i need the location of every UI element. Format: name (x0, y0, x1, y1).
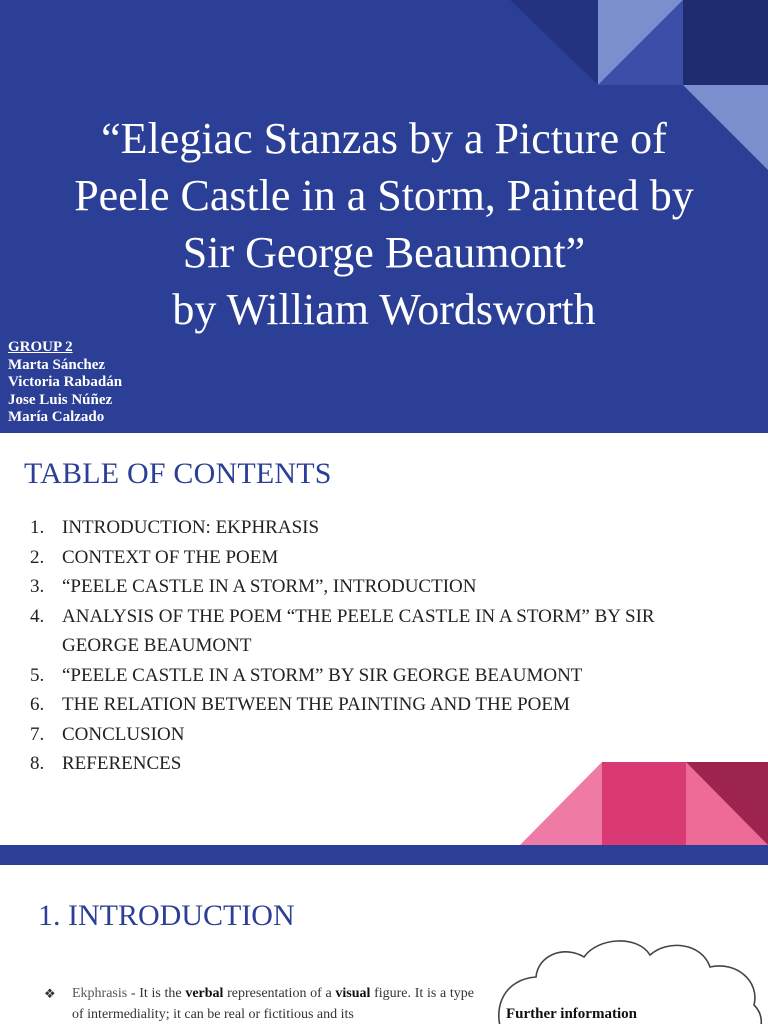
toc-item (30, 749, 710, 779)
bullet-text-part: figure. It is a type of intermediality; it can be real or fictitious and its (72, 986, 474, 1022)
bold-word-verbal: verbal (185, 986, 224, 1001)
bullet-text (44, 983, 474, 1024)
toc-item (30, 720, 710, 750)
toc-item-text: INTRODUCTION: EKPHRASIS (62, 517, 320, 538)
introduction-heading: 1. INTRODUCTION (38, 899, 295, 932)
slide-divider-bar (0, 845, 768, 865)
deco-square-dark (683, 0, 768, 85)
term-ekphrasis: Ekphrasis (72, 986, 128, 1001)
toc-item-number: 5. (30, 664, 45, 686)
group-title: GROUP 2 (8, 339, 73, 355)
toc-item-number: 1. (30, 517, 45, 538)
member-name: Marta Sánchez (8, 356, 106, 373)
toc-list (30, 513, 710, 779)
member-name: Victoria Rabadán (8, 374, 123, 390)
toc-item (30, 513, 710, 543)
toc-item (30, 572, 710, 602)
title-line: by William Wordsworth (172, 285, 596, 334)
diamond-bullet-icon: ❖ (44, 986, 56, 1001)
toc-item-number: 2. (30, 546, 45, 568)
group-members-block (8, 339, 122, 427)
toc-item-number: 6. (30, 694, 45, 715)
deco-triangle-dark-left (510, 0, 598, 85)
toc-item (30, 661, 710, 691)
toc-item (30, 602, 710, 661)
toc-item-number: 3. (30, 576, 45, 597)
toc-item-text: “PEELE CASTLE IN A STORM” BY SIR GEORGE BEAUMONT (62, 664, 583, 686)
presentation-title (20, 110, 748, 338)
toc-item-number: 4. (30, 605, 45, 627)
toc-item (30, 543, 710, 573)
title-slide (0, 0, 768, 433)
toc-item-text: CONCLUSION (62, 723, 185, 745)
cloud-label: Further information (506, 1006, 637, 1022)
bullet-text-part: representation of a (223, 986, 336, 1001)
bullet-item (44, 983, 474, 1024)
title-line: “Elegiac Stanzas by a Picture of (101, 114, 667, 163)
table-of-contents-slide (0, 433, 768, 865)
toc-item-text: “PEELE CASTLE IN A STORM”, INTRODUCTION (62, 576, 477, 597)
toc-item-number: 8. (30, 753, 45, 774)
toc-heading: TABLE OF CONTENTS (24, 457, 332, 490)
introduction-slide (0, 865, 768, 1024)
toc-item-number: 7. (30, 723, 45, 745)
toc-item-text: CONTEXT OF THE POEM (62, 546, 279, 568)
member-name: María Calzado (8, 409, 105, 425)
bullet-text-part: - It is the (127, 986, 186, 1001)
bold-word-visual: visual (335, 986, 371, 1001)
member-name: Jose Luis Núñez (8, 391, 113, 408)
title-line: Peele Castle in a Storm, Painted by (74, 171, 694, 220)
title-line: Sir George Beaumont” (182, 228, 586, 277)
toc-item-text: ANALYSIS OF THE POEM “THE PEELE CASTLE IN A STORM” BY SIR GEORGE BEAUMONT (62, 605, 655, 656)
toc-item (30, 690, 710, 720)
toc-item-text: REFERENCES (62, 753, 182, 774)
toc-item-text: THE RELATION BETWEEN THE PAINTING AND THE POEM (62, 694, 570, 715)
